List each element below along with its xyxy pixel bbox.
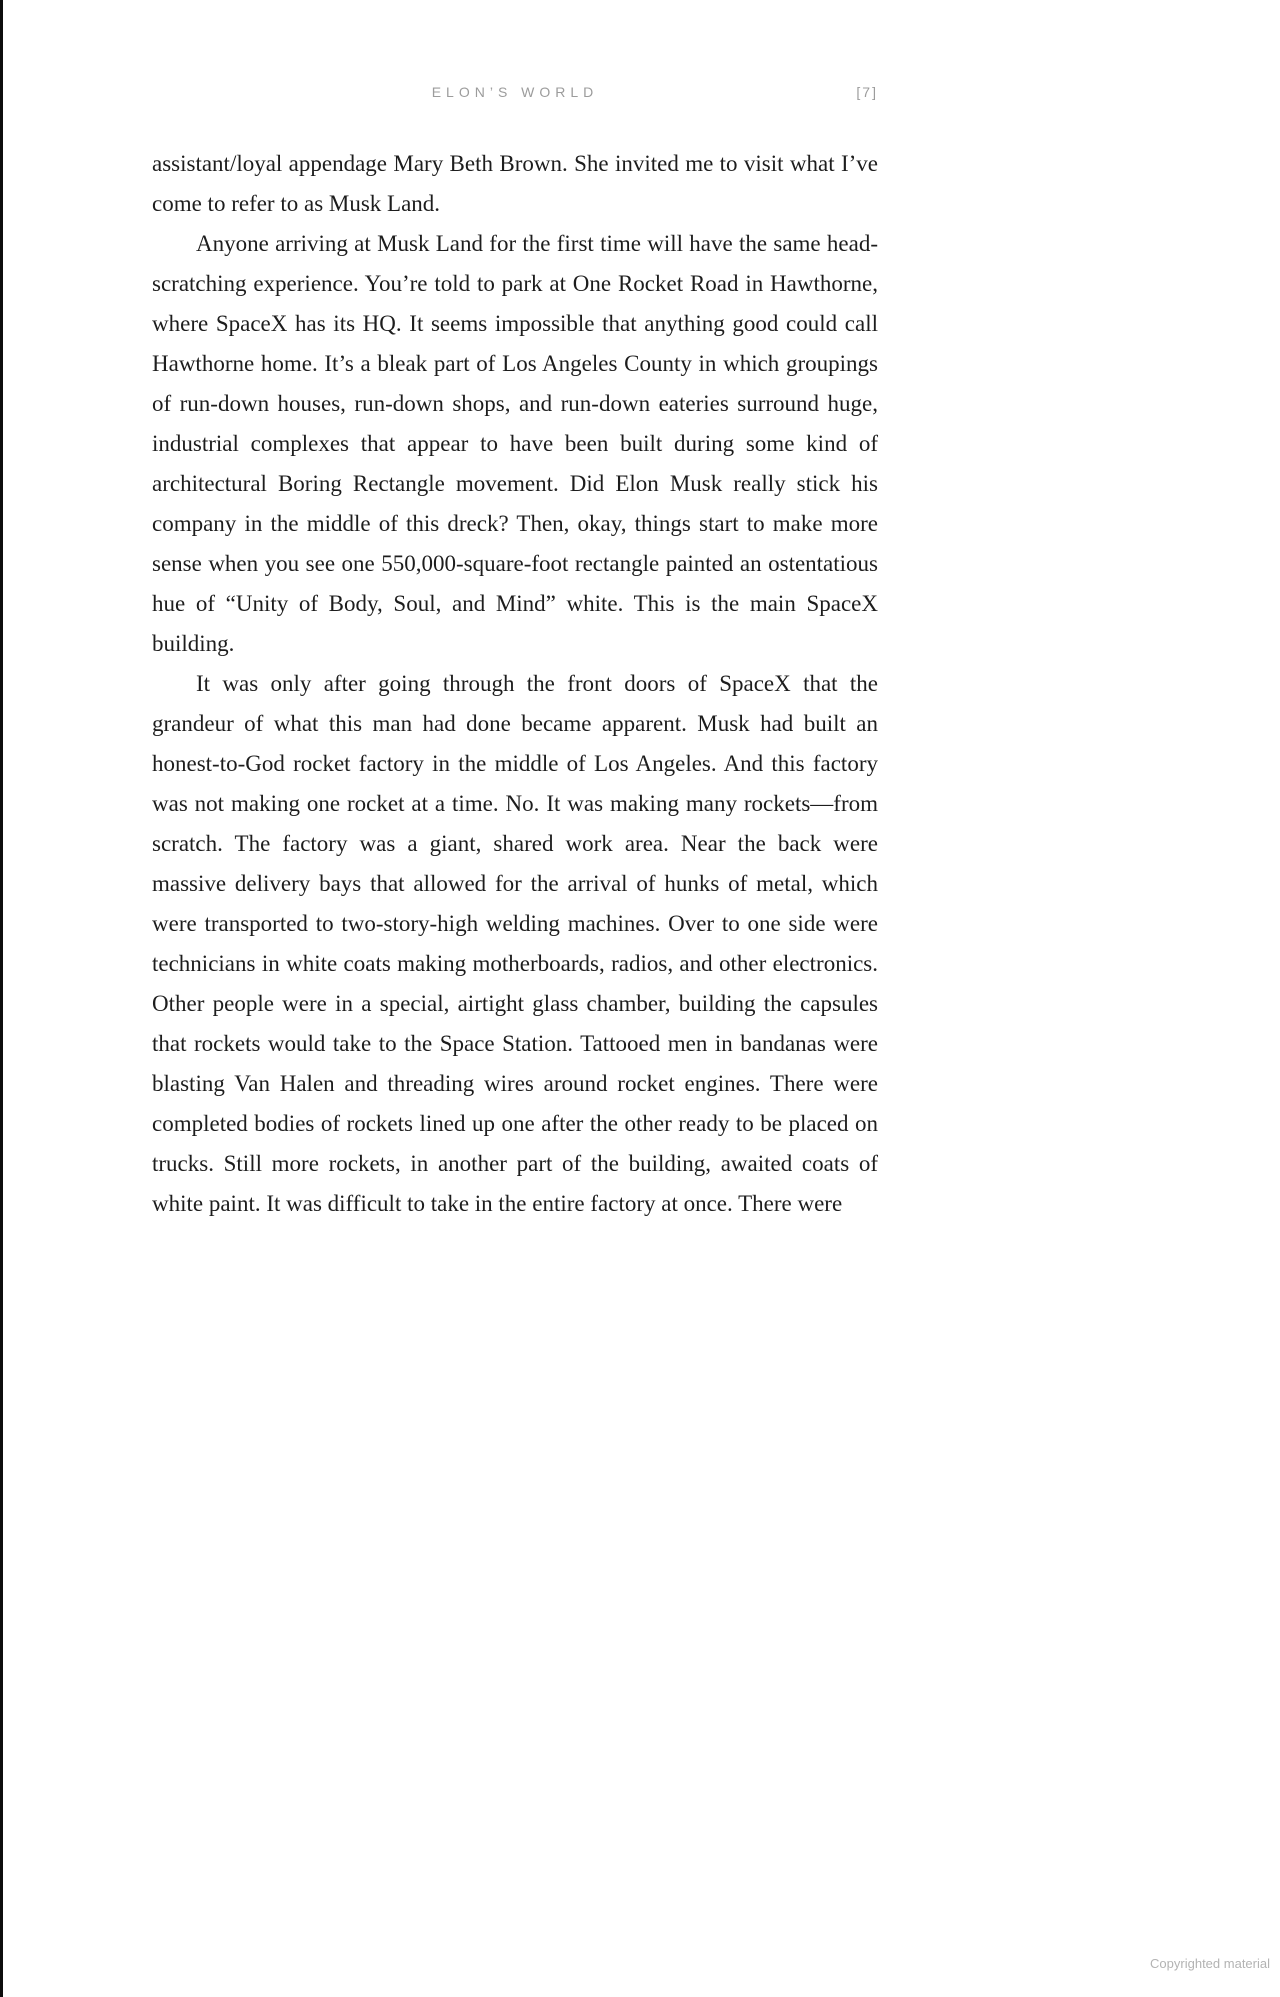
text-block	[152, 144, 878, 1224]
body-paragraph: It was only after going through the front doors of SpaceX that the grandeur of what this man had done became apparent. Musk had built an honest-to-God rocket factory in the middle of Los Angeles. And this factory was not making one rocket at a time. No. It was making many rockets—from scratch. The factory was a giant, shared work area. Near the back were massive delivery bays that allowed for the arrival of hunks of metal, which were transported to two-story-high welding machines. Over to one side were technicians in white coats making motherboards, radios, and other electronics. Other people were in a special, airtight glass chamber, building the capsules that rockets would take to the Space Station. Tattooed men in bandanas were blasting Van Halen and threading wires around rocket engines. There were completed bodies of rockets lined up one after the other ready to be placed on trucks. Still more rockets, in another part of the building, awaited coats of white paint. It was difficult to take in the entire factory at once. There were	[152, 671, 878, 1216]
body-paragraph: assistant/loyal appendage Mary Beth Brown. She invited me to visit what I’ve come to refer to as Musk Land.	[152, 151, 878, 216]
running-title: ELON’S WORLD	[431, 84, 599, 100]
body-paragraph: Anyone arriving at Musk Land for the first time will have the same head-scratching experience. You’re told to park at One Rocket Road in Hawthorne, where SpaceX has its HQ. It seems impossible that anything good could call Hawthorne home. It’s a bleak part of Los Angeles County in which groupings of run-down houses, run-down shops, and run-down eateries surround huge, industrial complexes that appear to have been built during some kind of architectural Boring Rectangle movement. Did Elon Musk really stick his company in the middle of this dreck? Then, okay, things start to make more sense when you see one 550,000-square-foot rectangle painted an ostentatious hue of “Unity of Body, Soul, and Mind” white. This is the main SpaceX building.	[152, 231, 878, 656]
scan-edge-artifact	[0, 0, 3, 1997]
running-header	[152, 84, 878, 100]
copyright-notice: Copyrighted material	[1150, 1956, 1270, 1971]
page-number: [7]	[856, 84, 878, 100]
